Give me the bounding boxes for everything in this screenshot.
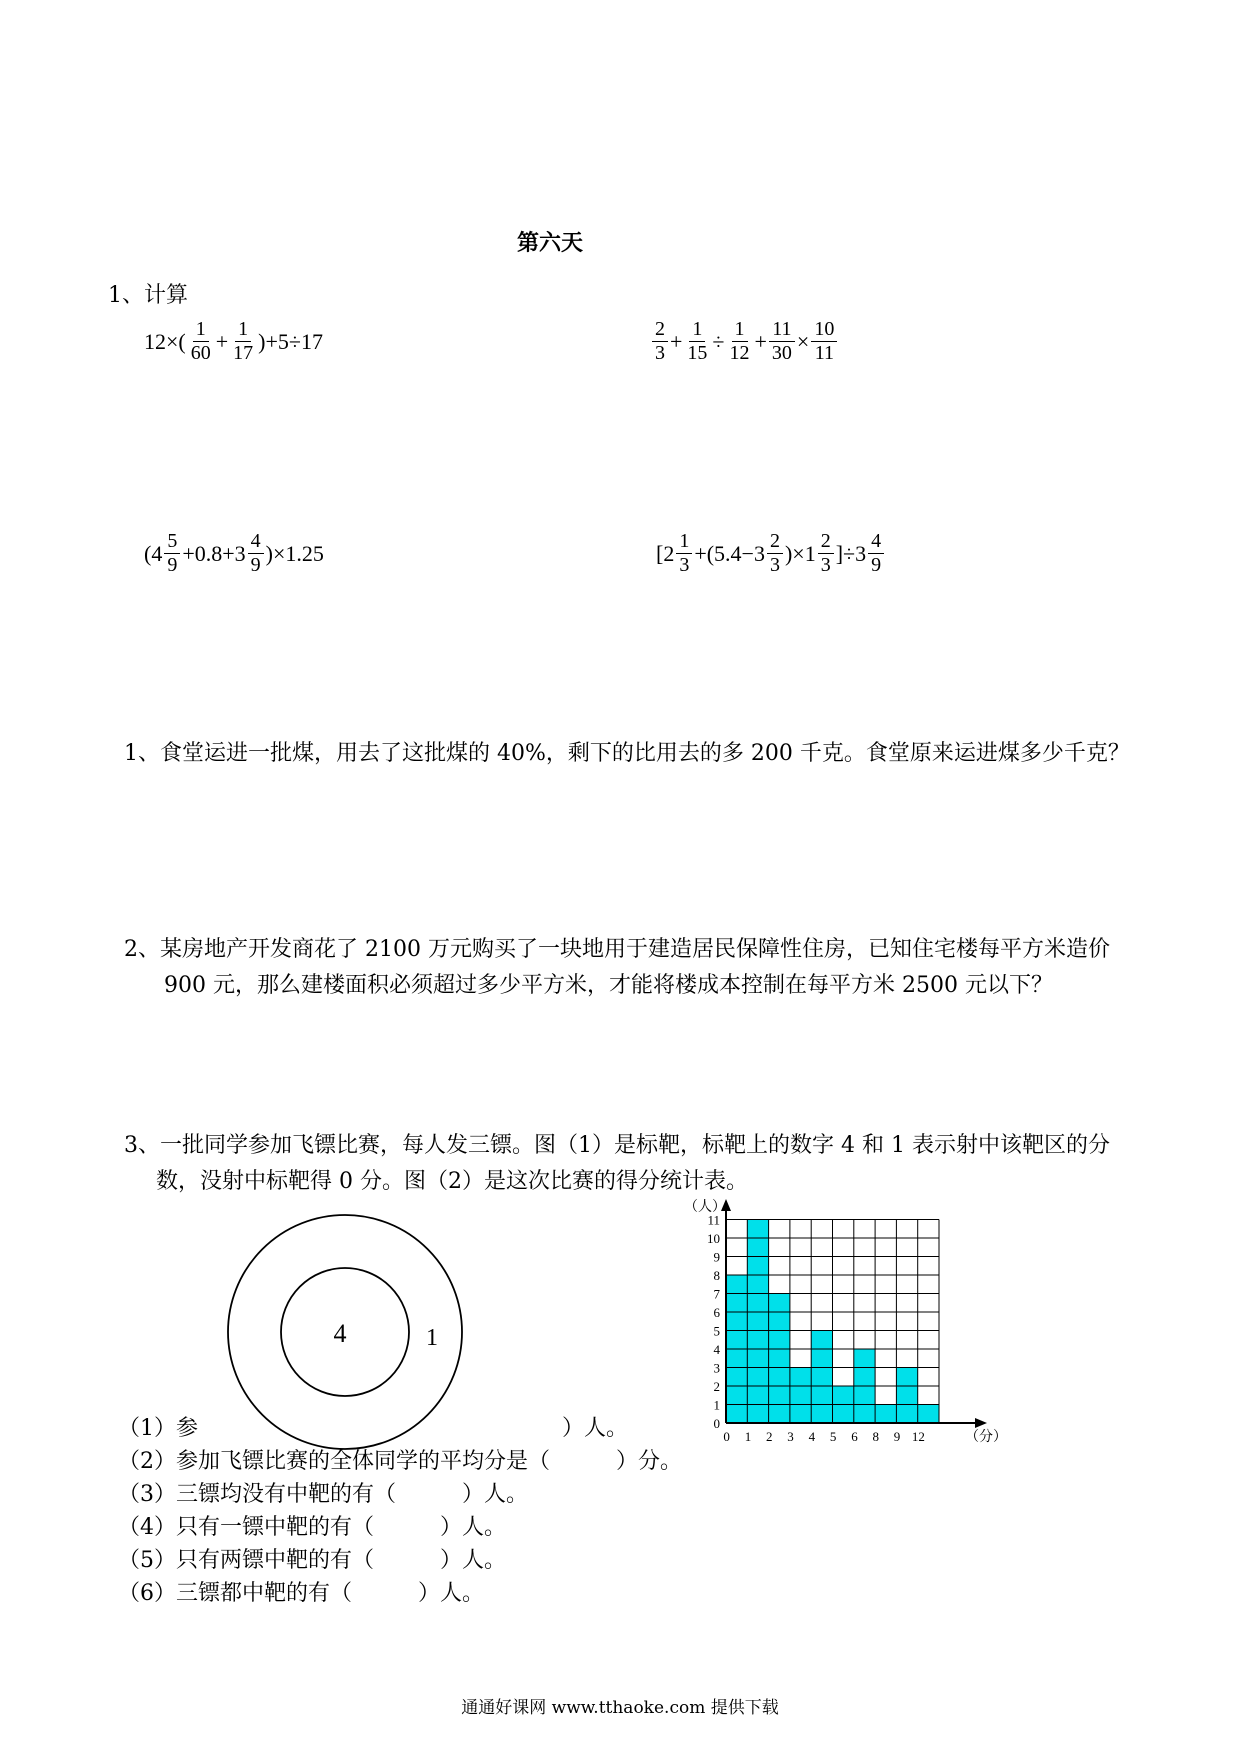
y-tick-label: 7 — [713, 1286, 720, 1302]
numerator: 4 — [248, 530, 264, 554]
score-chart — [670, 1195, 1007, 1465]
fraction — [767, 530, 783, 577]
bar — [811, 1331, 832, 1424]
y-tick-label: 9 — [713, 1249, 720, 1265]
y-axis-label: （人） — [684, 1200, 726, 1215]
denominator: 3 — [655, 342, 665, 364]
footer: 通通好课网 www.tthaoke.com 提供下载 — [461, 1698, 779, 1718]
fraction — [230, 318, 256, 365]
expr3-middle: +0.8+3 — [182, 540, 246, 566]
numerator: 11 — [769, 318, 794, 342]
problem-2: 2、某房地产开发商花了 2100 万元购买了一块地用于建造居民保障性住房，已知住宅楼每平方米造价 900 元，那么建楼面积必须超过多少平方米，才能将楼成本控制在每平方米 2500 元以下？ — [124, 937, 1110, 998]
fraction — [676, 530, 692, 577]
x-tick-label: 5 — [829, 1429, 837, 1444]
numerator: 4 — [868, 530, 884, 554]
expr4-part: +(5.4−3 — [694, 540, 765, 566]
y-tick-label: 11 — [707, 1212, 720, 1228]
x-axis-arrow — [975, 1418, 987, 1428]
question-4: （4）只有一镖中靶的有（ ）人。 — [118, 1515, 506, 1540]
expression-4 — [656, 530, 886, 577]
numerator: 1 — [676, 530, 692, 554]
numerator: 2 — [652, 318, 668, 342]
question-1-right: ）人。 — [562, 1416, 629, 1441]
expr4-part: )×1 — [784, 540, 816, 566]
x-tick-label: 12 — [911, 1429, 925, 1444]
denominator: 30 — [771, 342, 792, 364]
denominator: 9 — [250, 554, 261, 576]
operator: + — [670, 328, 683, 354]
fraction — [188, 318, 214, 365]
question-5: （5）只有两镖中靶的有（ ）人。 — [118, 1548, 506, 1573]
x-tick-label: 0 — [723, 1429, 730, 1444]
y-tick-label: 4 — [713, 1342, 720, 1357]
operator: × — [796, 328, 810, 354]
x-tick-label: 1 — [744, 1429, 752, 1444]
y-tick-label: 5 — [713, 1323, 720, 1339]
inner-score-label: 4 — [333, 1319, 347, 1348]
section-heading-calc: 1、计算 — [108, 283, 188, 308]
expr1-suffix: )+5÷17 — [258, 328, 323, 354]
denominator: 3 — [679, 554, 690, 576]
y-tick-label: 6 — [713, 1305, 720, 1320]
outer-score-label: 1 — [426, 1325, 438, 1351]
denominator: 3 — [769, 554, 780, 576]
numerator: 1 — [689, 318, 705, 342]
x-tick-label: 9 — [893, 1429, 901, 1444]
x-tick-label: 4 — [808, 1429, 816, 1444]
numerator: 1 — [193, 318, 209, 342]
denominator: 9 — [167, 554, 178, 576]
expression-1 — [144, 318, 323, 365]
question-1-left: （1）参 — [118, 1411, 204, 1442]
question-2: （2）参加飞镖比赛的全体同学的平均分是（ ）分。 — [118, 1449, 682, 1474]
numerator: 2 — [767, 530, 783, 554]
y-tick-label: 8 — [713, 1268, 720, 1283]
numerator: 10 — [811, 318, 837, 342]
numerator: 1 — [235, 318, 251, 342]
expr3-prefix: (4 — [144, 540, 163, 566]
page-title: 第六天 — [516, 230, 583, 256]
x-tick-label: 3 — [787, 1429, 794, 1444]
expr4-part: ]÷3 — [835, 540, 867, 566]
denominator: 60 — [190, 342, 211, 364]
y-tick-label: 3 — [713, 1360, 720, 1376]
expr4-part: [2 — [656, 540, 675, 566]
fraction — [818, 530, 834, 577]
question-6: （6）三镖都中靶的有（ ）人。 — [118, 1581, 484, 1606]
bar — [918, 1405, 939, 1424]
denominator: 17 — [233, 342, 254, 364]
operator: + — [754, 328, 767, 354]
operator: ÷ — [712, 328, 725, 354]
operator: + — [215, 328, 229, 354]
y-tick-label: 2 — [713, 1379, 720, 1394]
problem-3: 3、一批同学参加飞镖比赛，每人发三镖。图（1）是标靶，标靶上的数字 4 和 1 表示射中该靶区的分数，没射中标靶得 0 分。图（2）是这次比赛的得分统计表。 — [124, 1133, 1110, 1194]
denominator: 11 — [814, 342, 834, 364]
denominator: 12 — [729, 342, 750, 364]
numerator: 5 — [164, 530, 180, 554]
fraction — [868, 530, 884, 577]
x-tick-label: 8 — [872, 1429, 879, 1444]
fraction — [652, 318, 668, 365]
numerator: 2 — [818, 530, 834, 554]
bar — [896, 1368, 917, 1424]
dart-target — [220, 1210, 470, 1460]
denominator: 15 — [687, 342, 708, 364]
expr1-prefix: 12×( — [144, 328, 186, 354]
fraction — [164, 530, 180, 577]
x-axis-label: （分） — [965, 1430, 1007, 1445]
denominator: 9 — [871, 554, 882, 576]
x-tick-label: 6 — [851, 1429, 858, 1444]
expression-2 — [650, 318, 839, 365]
expression-3 — [144, 530, 324, 577]
bar — [769, 1294, 790, 1424]
y-tick-label: 0 — [713, 1416, 720, 1431]
fraction — [727, 318, 753, 365]
fraction — [769, 318, 795, 365]
bar — [875, 1405, 896, 1424]
bar — [790, 1368, 811, 1424]
x-tick-label: 2 — [766, 1429, 773, 1444]
y-tick-label: 10 — [707, 1231, 720, 1246]
y-tick-label: 1 — [713, 1397, 720, 1413]
fraction — [811, 318, 837, 365]
fraction — [248, 530, 264, 577]
fraction — [684, 318, 710, 365]
expr3-suffix: )×1.25 — [265, 540, 324, 566]
numerator: 1 — [732, 318, 748, 342]
bar — [747, 1220, 768, 1424]
question-3: （3）三镖均没有中靶的有（ ）人。 — [118, 1482, 528, 1507]
problem-1: 1、食堂运进一批煤，用去了这批煤的 40%，剩下的比用去的多 200 千克。食堂原来运进煤多少千克？ — [124, 741, 1130, 766]
denominator: 3 — [820, 554, 831, 576]
